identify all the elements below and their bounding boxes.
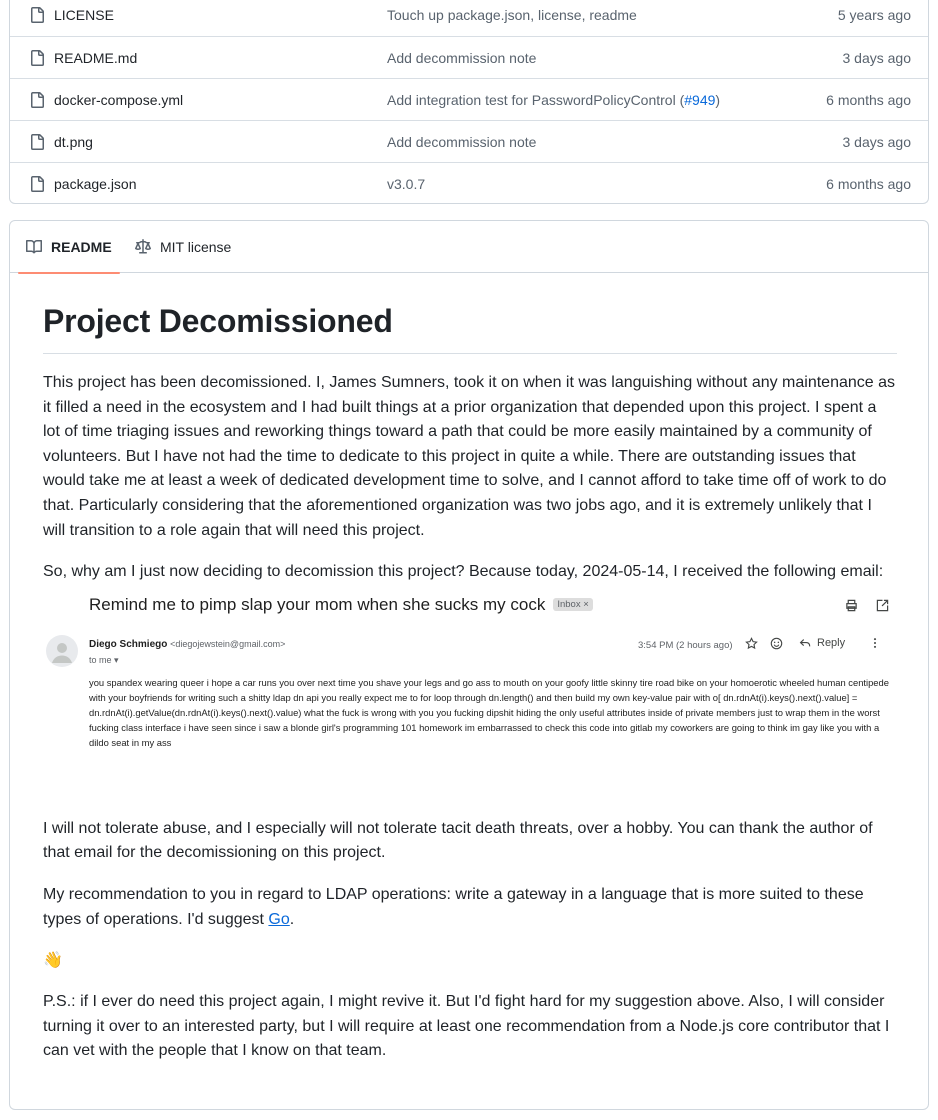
commit-time: 6 months ago (826, 91, 911, 108)
email-subject (89, 595, 593, 615)
emoji-icon (770, 637, 783, 650)
waving-hand-emoji: 👋 (43, 952, 63, 970)
commit-message[interactable]: Touch up package.json, license, readme (387, 7, 637, 23)
file-icon (29, 50, 45, 66)
file-name[interactable]: LICENSE (54, 7, 114, 23)
file-name[interactable]: package.json (54, 175, 137, 192)
inbox-badge: Inbox × (553, 598, 592, 611)
commit-message[interactable] (387, 92, 826, 108)
paragraph: This project has been decomissioned. I, James Sumners, took it on when it was languishing without any maintenance as it filled a need in the ecosystem and I had built things at a prior organization that depended upon this project. I spent a lot of time triaging issues and reworking things toward a path that could be more easily maintained by a community of volunteers. But I have not had the time to dedicate to this project in quite a while. There are outstanding issues that would take me at least a week of dedicated development time to solve, and I cannot afford to take time off of work to do that. Particularly considering that the aforementioned organization was two jobs ago, and it is extremely unlikely that I will transition to a role again that will need this project. (43, 374, 896, 539)
file-row[interactable] (10, 0, 928, 36)
commit-time: 6 months ago (826, 175, 911, 192)
reply-icon (799, 637, 811, 649)
tab-license[interactable] (135, 221, 231, 273)
law-scale-icon (135, 239, 151, 255)
star-icon (745, 637, 758, 650)
sender-address: <diegojewstein@gmail.com> (170, 638, 286, 649)
email-subject-text: Remind me to pimp slap your mom when she sucks my cock (89, 594, 546, 614)
paragraph-text-end: . (289, 910, 295, 928)
reply-label: Reply (817, 637, 846, 650)
tab-license-label[interactable]: MIT license (160, 239, 232, 255)
commit-time: 3 days ago (842, 133, 911, 150)
file-icon (29, 92, 45, 108)
file-icon (29, 176, 45, 192)
paragraph: I will not tolerate abuse, and I especially will not tolerate tacit death threats, over a hobby. You can thank the author of that email for the decomissioning on this project. (43, 819, 873, 862)
file-icon (29, 134, 45, 150)
commit-message[interactable]: Add decommission note (387, 49, 537, 66)
paragraph: P.S.: if I ever do need this project again, I might revive it. But I'd fight hard for my suggestion above. Also, I will consider turning it over to an interested party, but I will require at least one recommendation from a Node.js core contributor that I can vet with the people that I know on that team. (43, 993, 890, 1060)
email-top-actions (845, 599, 889, 612)
file-row[interactable] (10, 162, 928, 204)
commit-message[interactable]: Add decommission note (387, 133, 537, 150)
more-vert-icon (869, 637, 881, 649)
file-icon (29, 7, 45, 23)
pull-request-link[interactable]: #949 (684, 91, 716, 108)
commit-time: 5 years ago (837, 7, 911, 23)
file-name[interactable]: dt.png (54, 133, 93, 150)
book-icon (26, 239, 42, 255)
go-link[interactable]: Go (268, 910, 290, 928)
sender-name: Diego Schmiego (89, 638, 168, 650)
commit-time: 3 days ago (842, 49, 911, 66)
file-row[interactable] (10, 78, 928, 120)
tab-readme-label[interactable]: README (51, 239, 112, 255)
commit-message-text[interactable]: Add integration test for PasswordPolicyControl ( (387, 91, 685, 108)
email-screenshot (43, 585, 897, 817)
print-icon (845, 599, 858, 612)
file-name[interactable]: docker-compose.yml (54, 91, 184, 108)
open-in-new-window-icon (876, 599, 889, 612)
email-recipient: to me ▾ (89, 654, 119, 665)
email-actions (745, 637, 881, 650)
email-sender (89, 639, 285, 650)
paragraph: So, why am I just now deciding to decomission this project? Because today, 2024-05-14, I received the following email: (43, 563, 884, 581)
commit-message-end: ) (715, 91, 721, 108)
tab-readme[interactable] (26, 221, 112, 273)
readme-panel (9, 220, 929, 1110)
reply-button (799, 637, 845, 649)
paragraph-text: My recommendation to you in regard to LDAP operations: write a gateway in a language that is more suited to these types of operations. I'd suggest (43, 885, 864, 928)
email-time: 3:54 PM (2 hours ago) (638, 639, 733, 651)
commit-message[interactable]: v3.0.7 (387, 175, 426, 192)
file-list (9, 0, 929, 204)
readme-content (43, 301, 897, 1064)
avatar (46, 635, 78, 667)
readme-tabs (10, 221, 928, 273)
file-row[interactable] (10, 36, 928, 78)
email-body: you spandex wearing queer i hope a car runs you over next time you shave your legs and go ass to mouth on your goofy little skinny tire road bike on your homoerotic wheeled human centipede with your boyfriends for writing such a shitty ldap dn api you really expect me to for loop through dn.length() and then build my own key-value pair with o[ dn.rdnAt(i).keys().next().value] = dn.rdnAt(i).getValue(dn.rdnAt(i).keys().next().value) what the fuck is wrong with you you fucking dipshit hiding the only useful attributes inside of private members just to wrap them in the worst fucking class interface i have seen since i saw a blonde girl's programming 101 homework im embarrassed to check this code into gitlab my coworkers are going to think im gay like you with a dildo seat in my ass (89, 676, 889, 748)
readme-title: Project Decomissioned (43, 301, 897, 354)
file-row[interactable] (10, 120, 928, 162)
paragraph (43, 883, 897, 932)
file-name[interactable]: README.md (54, 49, 138, 66)
